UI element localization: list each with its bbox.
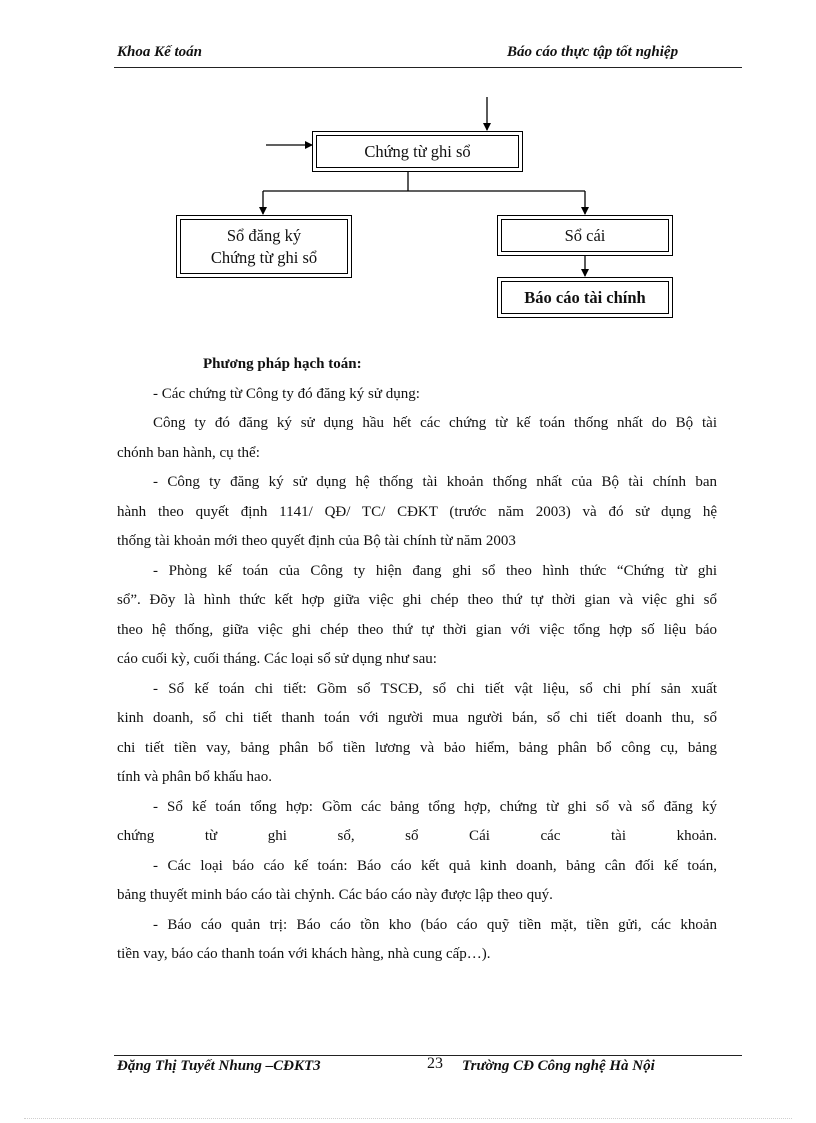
box-bao-cao-tai-chinh: [497, 277, 673, 318]
paragraph-line: cáo cuối kỳ, cuối tháng. Các loại sổ sử dụng như sau:: [117, 651, 437, 667]
box-so-dang-ky-label-1: Sổ đăng ký: [226, 225, 302, 245]
footer-page-number: 23: [427, 1055, 443, 1072]
paragraph-line: bảng thuyết minh báo cáo tài chỷnh. Các báo cáo này được lập theo quý.: [117, 887, 553, 903]
paragraph-line: - Sổ kế toán chi tiết: Gồm sổ TSCĐ, sổ chi tiết vật liệu, sổ chi phí sản xuất: [153, 680, 717, 697]
paragraph-line: chi tiết tiền vay, bảng phân bổ tiền lương và bảo hiểm, bảng phân bổ công cụ, bảng: [117, 739, 717, 756]
footer-author: Đặng Thị Tuyết Nhung –CĐKT3: [117, 1058, 321, 1074]
paragraph-line: hành theo quyết định 1141/ QĐ/ TC/ CĐKT (trước năm 2003) và đó sử dụng hệ: [117, 503, 717, 520]
box-chung-tu-ghi-so-label: Chứng từ ghi sổ: [364, 141, 471, 161]
paragraph-line: - Báo cáo quản trị: Báo cáo tồn kho (báo cáo quỹ tiền mặt, tiền gửi, các khoản: [153, 916, 717, 933]
paragraph-line: thống tài khoản mới theo quyết định của Bộ tài chính từ năm 2003: [117, 533, 516, 549]
box-so-dang-ky-label-2: Chứng từ ghi sổ: [210, 247, 318, 267]
paragraph-line: - Các chứng từ Công ty đó đăng ký sử dụng:: [153, 385, 420, 402]
paragraph-line: theo hệ thống, giữa việc ghi chép theo thứ tự thời gian với việc tổng hợp số liệu báo: [117, 621, 717, 638]
paragraph-line: tính và phân bổ khấu hao.: [117, 769, 272, 785]
paragraph-line: kinh doanh, sổ chi tiết thanh toán với người mua người bán, sổ chi tiết doanh thu, sổ: [117, 710, 717, 726]
body-text: [117, 350, 717, 970]
box-so-dang-ky: [176, 215, 352, 278]
paragraph-line: chónh ban hành, cụ thể:: [117, 444, 260, 461]
paragraph-line: chứng từ ghi sổ, sổ Cái các tài khoản.: [117, 828, 717, 844]
box-so-cai: [497, 215, 673, 256]
paragraph-line: Công ty đó đăng ký sử dụng hầu hết các chứng từ kế toán thống nhất do Bộ tài: [153, 415, 717, 431]
section-heading: Phương pháp hạch toán:: [203, 356, 362, 372]
box-so-cai-label: Sổ cái: [564, 225, 606, 245]
footer-school: Trường CĐ Công nghệ Hà Nội: [462, 1058, 655, 1074]
box-bao-cao-tai-chinh-label: Báo cáo tài chính: [524, 287, 646, 307]
box-chung-tu-ghi-so: [312, 131, 523, 172]
paragraph-line: tiền vay, báo cáo thanh toán với khách hàng, nhà cung cấp…).: [117, 946, 491, 962]
paragraph-line: sổ”. Đõy là hình thức kết hợp giữa việc ghi chép theo thứ tự thời gian và việc ghi sổ: [117, 592, 717, 608]
paragraph-line: - Các loại báo cáo kế toán: Báo cáo kết quả kinh doanh, bảng cân đối kế toán,: [153, 857, 717, 874]
paragraph-line: - Phòng kế toán của Công ty hiện đang ghi sổ theo hình thức “Chứng từ ghi: [153, 562, 717, 579]
paragraph-line: - Sổ kế toán tổng hợp: Gồm các bảng tổng hợp, chứng từ ghi sổ và sổ đăng ký: [153, 798, 717, 815]
page-bottom-dotted-line: [24, 1118, 792, 1119]
header-report-title: Báo cáo thực tập tốt nghiệp: [507, 44, 679, 60]
paragraph-line: - Công ty đăng ký sử dụng hệ thống tài khoản thống nhất của Bộ tài chính ban: [153, 474, 717, 490]
header-department: Khoa Kế toán: [117, 44, 203, 60]
